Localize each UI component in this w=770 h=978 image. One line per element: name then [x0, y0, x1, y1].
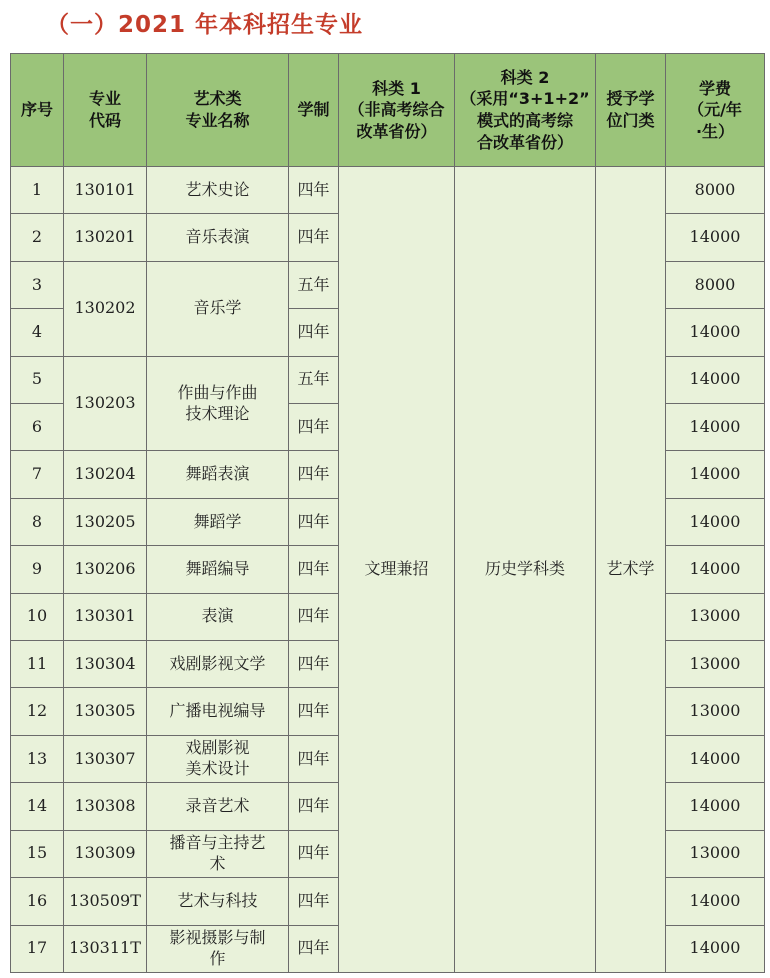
cell-seq: 3 [11, 261, 64, 308]
cell-duration: 四年 [289, 830, 339, 877]
cell-duration: 四年 [289, 498, 339, 545]
cell-degree-merged: 艺术学 [596, 167, 666, 973]
cell-duration: 四年 [289, 878, 339, 925]
header-degree [596, 54, 666, 167]
header-subject1-label: 科类 1 （非高考综合 改革省份） [348, 78, 445, 141]
cell-duration: 四年 [289, 783, 339, 830]
header-fee [666, 54, 765, 167]
cell-name: 戏剧影视 美术设计 [147, 735, 289, 782]
cell-name: 播音与主持艺 术 [147, 830, 289, 877]
cell-subject2-merged: 历史学科类 [455, 167, 596, 973]
cell-code: 130509T [64, 878, 147, 925]
header-duration [289, 54, 339, 167]
cell-fee: 13000 [666, 830, 765, 877]
cell-name: 艺术史论 [147, 167, 289, 214]
cell-seq: 5 [11, 356, 64, 403]
cell-seq: 7 [11, 451, 64, 498]
cell-fee: 8000 [666, 167, 765, 214]
cell-fee: 14000 [666, 404, 765, 451]
cell-duration: 五年 [289, 356, 339, 403]
header-name-label: 艺术类 专业名称 [185, 89, 250, 130]
header-code-label: 专业 代码 [88, 89, 121, 130]
cell-name: 作曲与作曲 技术理论 [147, 356, 289, 451]
cell-fee: 14000 [666, 783, 765, 830]
cell-code: 130308 [64, 783, 147, 830]
cell-fee: 14000 [666, 309, 765, 356]
cell-fee: 13000 [666, 641, 765, 688]
cell-duration: 四年 [289, 593, 339, 640]
cell-code: 130301 [64, 593, 147, 640]
majors-table [10, 53, 765, 973]
cell-name: 舞蹈编导 [147, 546, 289, 593]
cell-duration: 四年 [289, 688, 339, 735]
cell-code: 130204 [64, 451, 147, 498]
cell-duration: 四年 [289, 214, 339, 261]
cell-duration: 五年 [289, 261, 339, 308]
cell-name: 表演 [147, 593, 289, 640]
cell-name: 艺术与科技 [147, 878, 289, 925]
cell-duration: 四年 [289, 925, 339, 973]
cell-seq: 14 [11, 783, 64, 830]
cell-name: 舞蹈表演 [147, 451, 289, 498]
cell-code: 130201 [64, 214, 147, 261]
cell-code: 130311T [64, 925, 147, 973]
cell-seq: 11 [11, 641, 64, 688]
cell-seq: 4 [11, 309, 64, 356]
header-seq-label: 序号 [20, 100, 53, 120]
cell-name: 影视摄影与制 作 [147, 925, 289, 973]
cell-duration: 四年 [289, 735, 339, 782]
cell-code: 130305 [64, 688, 147, 735]
cell-code: 130203 [64, 356, 147, 451]
cell-fee: 14000 [666, 925, 765, 973]
cell-seq: 12 [11, 688, 64, 735]
cell-code: 130202 [64, 261, 147, 356]
cell-seq: 2 [11, 214, 64, 261]
cell-code: 130101 [64, 167, 147, 214]
cell-fee: 14000 [666, 735, 765, 782]
cell-code: 130206 [64, 546, 147, 593]
page-title: （一）2021 年本科招生专业 [46, 12, 364, 38]
cell-seq: 17 [11, 925, 64, 973]
header-subject2 [455, 54, 596, 167]
cell-fee: 13000 [666, 593, 765, 640]
cell-fee: 13000 [666, 688, 765, 735]
header-code [64, 54, 147, 167]
header-fee-label: 学费 （元/年 ·生） [688, 78, 742, 141]
cell-fee: 14000 [666, 214, 765, 261]
cell-duration: 四年 [289, 641, 339, 688]
cell-seq: 13 [11, 735, 64, 782]
cell-code: 130205 [64, 498, 147, 545]
cell-duration: 四年 [289, 404, 339, 451]
cell-name: 广播电视编导 [147, 688, 289, 735]
table-header-row [11, 54, 765, 167]
cell-fee: 14000 [666, 546, 765, 593]
cell-code: 130307 [64, 735, 147, 782]
cell-seq: 15 [11, 830, 64, 877]
cell-seq: 8 [11, 498, 64, 545]
cell-seq: 9 [11, 546, 64, 593]
cell-fee: 8000 [666, 261, 765, 308]
cell-duration: 四年 [289, 546, 339, 593]
header-duration-label: 学制 [297, 100, 330, 120]
cell-duration: 四年 [289, 309, 339, 356]
cell-duration: 四年 [289, 167, 339, 214]
cell-fee: 14000 [666, 451, 765, 498]
cell-fee: 14000 [666, 356, 765, 403]
header-name [147, 54, 289, 167]
table-row [11, 167, 765, 214]
cell-fee: 14000 [666, 498, 765, 545]
header-degree-label: 授予学 位门类 [606, 89, 655, 130]
header-subject1 [339, 54, 455, 167]
header-subject2-label: 科类 2 （采用“3+1+2” 模式的高考综 合改革省份） [460, 67, 590, 152]
cell-duration: 四年 [289, 451, 339, 498]
cell-name: 音乐表演 [147, 214, 289, 261]
cell-code: 130304 [64, 641, 147, 688]
cell-seq: 1 [11, 167, 64, 214]
cell-fee: 14000 [666, 878, 765, 925]
cell-name: 音乐学 [147, 261, 289, 356]
cell-seq: 16 [11, 878, 64, 925]
cell-seq: 10 [11, 593, 64, 640]
header-seq [11, 54, 64, 167]
cell-subject1-merged: 文理兼招 [339, 167, 455, 973]
cell-name: 戏剧影视文学 [147, 641, 289, 688]
cell-name: 舞蹈学 [147, 498, 289, 545]
cell-name: 录音艺术 [147, 783, 289, 830]
cell-code: 130309 [64, 830, 147, 877]
cell-seq: 6 [11, 404, 64, 451]
